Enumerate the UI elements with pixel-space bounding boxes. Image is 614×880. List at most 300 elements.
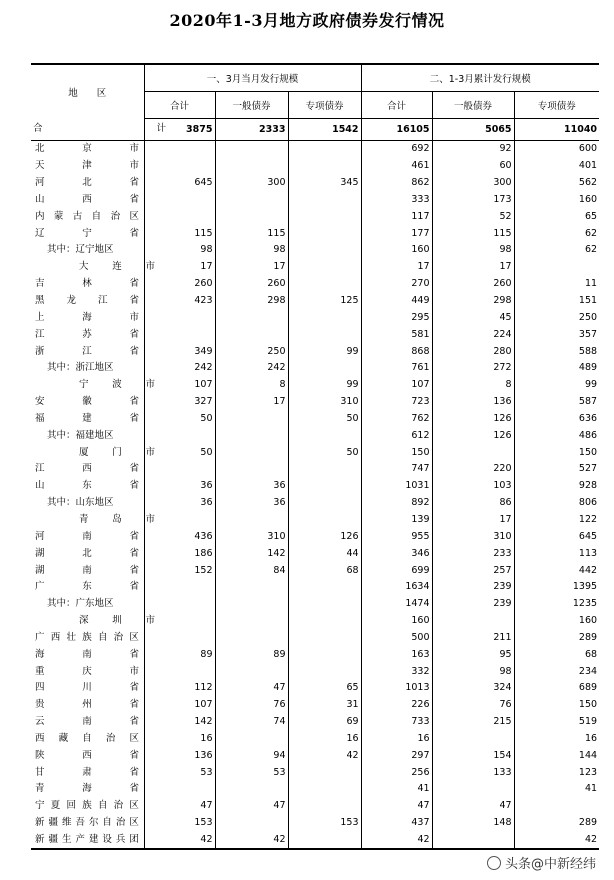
cell	[215, 444, 288, 461]
cell: 310	[288, 394, 361, 411]
col-header-total: 合计	[361, 92, 432, 119]
region-label: 厦 门 市	[79, 446, 155, 458]
cell: 122	[514, 512, 599, 529]
table-row	[31, 461, 599, 478]
cell: 489	[514, 360, 599, 377]
cell: 423	[144, 293, 215, 310]
table-row	[31, 646, 599, 663]
cell: 36	[215, 478, 288, 495]
region-name	[31, 613, 155, 630]
cell: 486	[514, 427, 599, 444]
cell: 442	[514, 562, 599, 579]
col-header-general: 一般债券	[215, 92, 288, 119]
cell: 173	[432, 192, 514, 209]
cell: 60	[432, 158, 514, 175]
cell: 107	[144, 377, 215, 394]
cell: 324	[432, 680, 514, 697]
cell: 47	[215, 680, 288, 697]
bond-issuance-table	[31, 63, 599, 850]
cell: 36	[144, 495, 215, 512]
cell	[215, 411, 288, 428]
cell: 47	[432, 798, 514, 815]
cell: 150	[361, 444, 432, 461]
region-label: 其中：广东地区	[47, 598, 114, 610]
cell: 76	[215, 697, 288, 714]
cell: 3875	[144, 119, 215, 141]
cell: 52	[432, 208, 514, 225]
table-row	[31, 276, 599, 293]
region-label: 青 岛 市	[79, 513, 155, 525]
region-name	[31, 512, 155, 529]
cell: 142	[144, 714, 215, 731]
col-header-special: 专项债券	[288, 92, 361, 119]
table-row	[31, 747, 599, 764]
cell	[288, 629, 361, 646]
region-name	[31, 343, 144, 360]
table-row	[31, 815, 599, 832]
col-header-general: 一般债券	[432, 92, 514, 119]
region-name	[31, 360, 144, 377]
cell: 99	[514, 377, 599, 394]
cell	[144, 208, 215, 225]
table-row	[31, 579, 599, 596]
cell: 242	[215, 360, 288, 377]
cell	[144, 461, 215, 478]
region-name	[31, 781, 144, 798]
cell	[215, 596, 288, 613]
cell: 16	[361, 731, 432, 748]
region-label: 湖 北 省	[35, 547, 139, 559]
cell: 142	[215, 545, 288, 562]
region-name	[31, 192, 144, 209]
cell	[432, 613, 514, 630]
table-row	[31, 225, 599, 242]
cell: 8	[215, 377, 288, 394]
cell: 62	[514, 242, 599, 259]
region-name	[31, 141, 144, 158]
table-row	[31, 731, 599, 748]
region-label: 重 庆 市	[35, 665, 139, 677]
cell: 133	[432, 764, 514, 781]
region-label: 湖 南 省	[35, 564, 139, 576]
table-row	[31, 394, 599, 411]
cell: 349	[144, 343, 215, 360]
region-label: 天 津 市	[35, 160, 139, 172]
cell: 289	[514, 815, 599, 832]
cell: 747	[361, 461, 432, 478]
table-row	[31, 545, 599, 562]
cell: 153	[144, 815, 215, 832]
cell: 98	[432, 242, 514, 259]
table-row	[31, 444, 599, 461]
region-name	[31, 798, 144, 815]
cell	[288, 192, 361, 209]
table-row	[31, 411, 599, 428]
cell	[215, 781, 288, 798]
cell: 645	[144, 175, 215, 192]
cell: 107	[144, 697, 215, 714]
table-row	[31, 175, 599, 192]
cell: 153	[288, 815, 361, 832]
cell: 160	[514, 192, 599, 209]
region-label: 甘 肃 省	[35, 766, 139, 778]
cell	[288, 309, 361, 326]
cell: 44	[288, 545, 361, 562]
cell: 401	[514, 158, 599, 175]
region-label: 河 南 省	[35, 530, 139, 542]
cell: 117	[361, 208, 432, 225]
cell: 588	[514, 343, 599, 360]
region-label: 贵 州 省	[35, 699, 139, 711]
cell	[288, 225, 361, 242]
cell: 16	[144, 731, 215, 748]
cell: 280	[432, 343, 514, 360]
cell: 68	[288, 562, 361, 579]
cell: 500	[361, 629, 432, 646]
cell: 295	[361, 309, 432, 326]
cell: 297	[361, 747, 432, 764]
region-label: 浙 江 省	[35, 345, 139, 357]
region-label: 西 藏 自 治 区	[35, 732, 139, 744]
cell: 115	[432, 225, 514, 242]
cell	[288, 613, 361, 630]
cell: 98	[432, 663, 514, 680]
cell: 298	[215, 293, 288, 310]
cell	[288, 276, 361, 293]
cell	[288, 781, 361, 798]
region-label: 宁 波 市	[79, 379, 155, 391]
cell	[432, 444, 514, 461]
cell: 45	[432, 309, 514, 326]
cell	[432, 731, 514, 748]
watermark-text: 头条@中新经纬	[504, 857, 596, 872]
cell	[288, 242, 361, 259]
cell: 2333	[215, 119, 288, 141]
cell: 76	[432, 697, 514, 714]
cell: 333	[361, 192, 432, 209]
watermark	[487, 853, 596, 872]
cell	[288, 579, 361, 596]
cell: 36	[144, 478, 215, 495]
group-header-cumulative: 二、1-3月累计发行规模	[361, 64, 599, 92]
cell: 11	[514, 276, 599, 293]
cell: 1634	[361, 579, 432, 596]
cell: 587	[514, 394, 599, 411]
cell: 136	[432, 394, 514, 411]
cell: 260	[432, 276, 514, 293]
cell: 50	[288, 411, 361, 428]
table-row	[31, 293, 599, 310]
region-name	[31, 293, 144, 310]
cell	[215, 309, 288, 326]
region-label: 其中：福建地区	[47, 429, 114, 441]
cell: 310	[432, 528, 514, 545]
region-label: 辽 宁 省	[35, 227, 139, 239]
cell: 239	[432, 596, 514, 613]
group-header-march: 一、3月当月发行规模	[144, 64, 361, 92]
cell: 62	[514, 225, 599, 242]
cell: 519	[514, 714, 599, 731]
cell: 1031	[361, 478, 432, 495]
cell: 270	[361, 276, 432, 293]
cell: 42	[361, 832, 432, 850]
region-label: 上 海 市	[35, 311, 139, 323]
cell: 215	[432, 714, 514, 731]
cell: 699	[361, 562, 432, 579]
table-row	[31, 714, 599, 731]
region-name	[31, 225, 144, 242]
col-header-total: 合计	[144, 92, 215, 119]
region-name	[31, 394, 144, 411]
region-label: 新 疆 维 吾 尔 自 治 区	[35, 817, 139, 829]
total-label: 合 计	[31, 119, 144, 141]
region-name	[31, 377, 155, 394]
cell	[144, 629, 215, 646]
region-label: 其中：山东地区	[47, 497, 114, 509]
cell: 139	[361, 512, 432, 529]
region-label: 内 蒙 古 自 治 区	[35, 210, 139, 222]
cell	[215, 427, 288, 444]
cell: 260	[215, 276, 288, 293]
region-name	[31, 697, 144, 714]
region-label: 北 京 市	[35, 143, 139, 155]
cell: 345	[288, 175, 361, 192]
region-label: 陕 西 省	[35, 749, 139, 761]
cell: 226	[361, 697, 432, 714]
cell: 11040	[514, 119, 599, 141]
cell	[215, 192, 288, 209]
cell: 527	[514, 461, 599, 478]
region-name	[31, 309, 144, 326]
region-label: 广 西 壮 族 自 治 区	[35, 631, 139, 643]
region-name	[31, 579, 144, 596]
cell: 733	[361, 714, 432, 731]
cell: 92	[432, 141, 514, 158]
table-row	[31, 360, 599, 377]
cell: 47	[361, 798, 432, 815]
cell: 289	[514, 629, 599, 646]
cell: 126	[432, 411, 514, 428]
region-label: 其中：浙江地区	[47, 362, 114, 374]
region-name	[31, 562, 144, 579]
cell: 300	[215, 175, 288, 192]
cell: 186	[144, 545, 215, 562]
table-row	[31, 832, 599, 850]
region-label: 新 疆 生 产 建 设 兵 团	[35, 834, 139, 846]
cell: 461	[361, 158, 432, 175]
cell: 17	[144, 259, 215, 276]
cell: 862	[361, 175, 432, 192]
region-label: 山 西 省	[35, 193, 139, 205]
cell: 160	[361, 613, 432, 630]
region-label: 宁 夏 回 族 自 治 区	[35, 800, 139, 812]
cell	[215, 663, 288, 680]
cell: 1542	[288, 119, 361, 141]
region-name	[31, 495, 144, 512]
region-label: 吉 林 省	[35, 278, 139, 290]
cell: 357	[514, 326, 599, 343]
cell	[288, 478, 361, 495]
cell	[215, 731, 288, 748]
total-row	[31, 119, 599, 141]
table-row	[31, 781, 599, 798]
region-label: 海 南 省	[35, 648, 139, 660]
cell: 327	[144, 394, 215, 411]
cell	[288, 646, 361, 663]
cell: 955	[361, 528, 432, 545]
cell: 762	[361, 411, 432, 428]
logo-icon	[487, 856, 501, 870]
cell: 150	[514, 444, 599, 461]
cell: 107	[361, 377, 432, 394]
region-name	[31, 444, 155, 461]
table-row	[31, 326, 599, 343]
cell: 41	[361, 781, 432, 798]
cell: 150	[514, 697, 599, 714]
table-row	[31, 629, 599, 646]
region-name	[31, 208, 144, 225]
region-name	[31, 158, 144, 175]
cell: 95	[432, 646, 514, 663]
cell: 272	[432, 360, 514, 377]
cell: 310	[215, 528, 288, 545]
cell: 250	[514, 309, 599, 326]
table-row	[31, 680, 599, 697]
cell: 332	[361, 663, 432, 680]
region-label: 黑 龙 江 省	[35, 295, 139, 307]
cell	[215, 815, 288, 832]
cell: 17	[432, 512, 514, 529]
cell: 99	[288, 343, 361, 360]
region-name	[31, 832, 144, 850]
cell	[144, 192, 215, 209]
cell: 160	[514, 613, 599, 630]
cell	[215, 141, 288, 158]
cell: 50	[144, 411, 215, 428]
cell	[288, 596, 361, 613]
cell: 115	[215, 225, 288, 242]
table-row	[31, 495, 599, 512]
cell	[288, 326, 361, 343]
region-name	[31, 646, 144, 663]
region-name	[31, 276, 144, 293]
table-row	[31, 512, 599, 529]
region-label: 青 海 省	[35, 783, 139, 795]
cell: 53	[144, 764, 215, 781]
cell: 177	[361, 225, 432, 242]
cell: 68	[514, 646, 599, 663]
region-label: 河 北 省	[35, 177, 139, 189]
table-row	[31, 141, 599, 158]
cell: 115	[144, 225, 215, 242]
cell: 41	[514, 781, 599, 798]
cell: 42	[514, 832, 599, 850]
cell	[288, 495, 361, 512]
table-row	[31, 764, 599, 781]
cell: 16105	[361, 119, 432, 141]
cell: 50	[144, 444, 215, 461]
table-row	[31, 309, 599, 326]
region-label: 江 西 省	[35, 463, 139, 475]
cell: 47	[215, 798, 288, 815]
page-title: 2020年1-3月地方政府债券发行情况	[169, 11, 445, 30]
region-name	[31, 629, 144, 646]
region-name	[31, 714, 144, 731]
cell: 581	[361, 326, 432, 343]
cell	[215, 461, 288, 478]
cell: 69	[288, 714, 361, 731]
cell: 89	[144, 646, 215, 663]
cell	[215, 579, 288, 596]
cell: 298	[432, 293, 514, 310]
cell	[144, 309, 215, 326]
cell: 148	[432, 815, 514, 832]
cell: 17	[215, 259, 288, 276]
cell: 154	[432, 747, 514, 764]
cell	[144, 158, 215, 175]
cell: 160	[361, 242, 432, 259]
cell: 220	[432, 461, 514, 478]
table-row	[31, 663, 599, 680]
table-row	[31, 613, 599, 630]
region-label: 深 圳 市	[79, 615, 155, 627]
cell: 65	[514, 208, 599, 225]
table-row	[31, 697, 599, 714]
cell: 136	[144, 747, 215, 764]
cell: 53	[215, 764, 288, 781]
region-name	[31, 427, 144, 444]
region-label: 广 东 省	[35, 581, 139, 593]
cell	[215, 613, 288, 630]
region-label: 安 徽 省	[35, 396, 139, 408]
cell: 346	[361, 545, 432, 562]
region-name	[31, 663, 144, 680]
table-row	[31, 478, 599, 495]
cell	[288, 259, 361, 276]
region-name	[31, 596, 144, 613]
cell: 723	[361, 394, 432, 411]
cell	[288, 158, 361, 175]
region-label: 云 南 省	[35, 716, 139, 728]
region-name	[31, 242, 144, 259]
cell: 436	[144, 528, 215, 545]
table-row	[31, 158, 599, 175]
region-name	[31, 764, 144, 781]
cell: 126	[432, 427, 514, 444]
cell	[144, 427, 215, 444]
cell: 113	[514, 545, 599, 562]
cell	[288, 512, 361, 529]
table-row	[31, 798, 599, 815]
cell: 806	[514, 495, 599, 512]
cell: 242	[144, 360, 215, 377]
cell: 1395	[514, 579, 599, 596]
cell: 94	[215, 747, 288, 764]
region-name	[31, 731, 144, 748]
cell: 98	[144, 242, 215, 259]
cell: 151	[514, 293, 599, 310]
cell: 163	[361, 646, 432, 663]
cell: 224	[432, 326, 514, 343]
cell: 239	[432, 579, 514, 596]
cell	[288, 832, 361, 850]
table-row	[31, 528, 599, 545]
cell	[144, 781, 215, 798]
region-name	[31, 545, 144, 562]
cell	[144, 596, 215, 613]
cell: 645	[514, 528, 599, 545]
region-name	[31, 747, 144, 764]
